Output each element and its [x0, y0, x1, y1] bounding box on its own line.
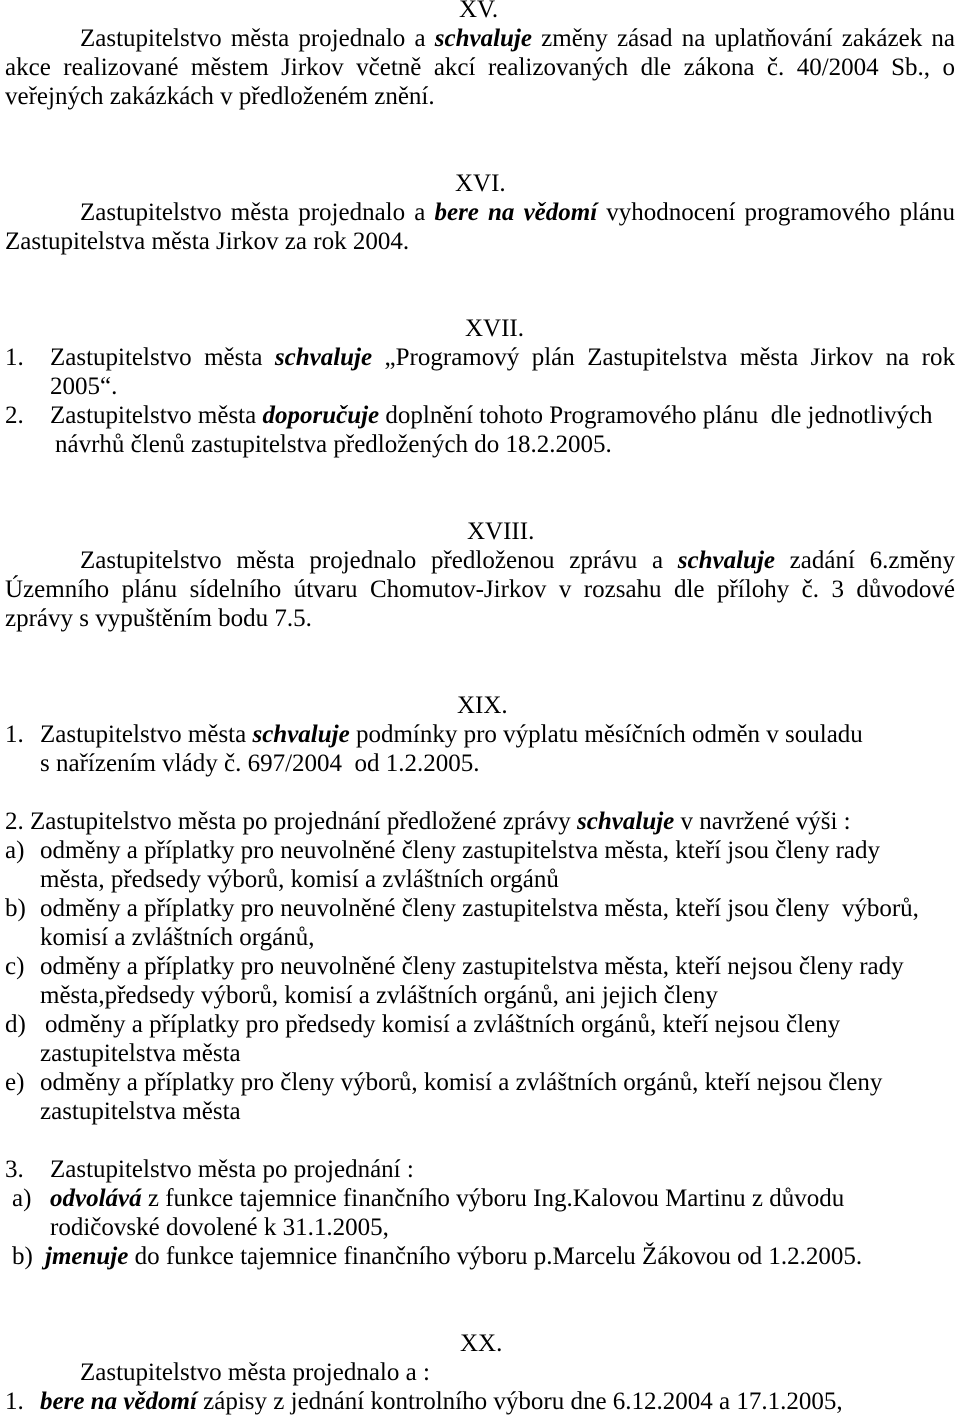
- text-segment: doplnění tohoto Programového plánu dle jednotlivých: [379, 402, 933, 429]
- resolution-verb: schvaluje: [434, 25, 532, 52]
- resolution-verb: schvaluje: [677, 547, 775, 574]
- resolution-verb: schvaluje: [252, 721, 350, 748]
- resolution-verb: bere na vědomí: [40, 1388, 197, 1415]
- resolution-xix-item-1-line-1: [40, 720, 863, 749]
- resolution-xvi-heading: XVI.: [455, 170, 506, 197]
- list-marker: 2.: [5, 808, 24, 835]
- resolution-xvii-item-2-line-2: návrhů členů zastupitelstva předložených do 18.2.2005.: [55, 431, 612, 458]
- text-segment: do funkce tajemnice finančního výboru p.Marcelu Žákovou od 1.2.2005.: [128, 1243, 863, 1270]
- subitem-a-line-2: rodičovské dovolené k 31.1.2005,: [50, 1214, 389, 1241]
- subitem-d-line-1: odměny a příplatky pro předsedy komisí a zvláštních orgánů, kteří nejsou členy: [45, 1011, 841, 1038]
- list-marker: b): [5, 895, 26, 922]
- resolution-xv-line-1: [80, 24, 955, 53]
- subitem-e-line-1: odměny a příplatky pro členy výborů, komisí a zvláštních orgánů, kteří nejsou členy: [40, 1069, 883, 1096]
- resolution-xviii-line-1: [80, 546, 955, 575]
- list-marker: d): [5, 1011, 26, 1038]
- text-segment: Zastupitelstvo města projednalo předloženou zprávu a: [80, 547, 678, 574]
- resolution-xvii-item-1-line-1: [50, 343, 955, 372]
- text-segment: zadání 6.změny: [774, 547, 956, 574]
- text-segment: vyhodnocení programového plánu: [597, 199, 956, 226]
- resolution-xvi-line-2: Zastupitelstva města Jirkov za rok 2004.: [5, 228, 410, 255]
- resolution-verb: doporučuje: [262, 402, 380, 429]
- subitem-c-line-1: odměny a příplatky pro neuvolněné členy zastupitelstva města, kteří nejsou členy rady: [40, 953, 904, 980]
- resolution-xv-line-3: veřejných zakázkách v předloženém znění.: [5, 83, 435, 110]
- list-marker: 3.: [5, 1156, 24, 1183]
- resolution-xvii-item-2-line-1: [50, 401, 933, 430]
- resolution-xvii-item-1-line-2: 2005“.: [50, 373, 118, 400]
- subitem-b-line-1: odměny a příplatky pro neuvolněné členy zastupitelstva města, kteří jsou členy výborů,: [40, 895, 919, 922]
- text-segment: Zastupitelstvo města po projednání předložené zprávy: [30, 808, 578, 835]
- list-marker: 1.: [5, 721, 24, 748]
- text-segment: z funkce tajemnice finančního výboru Ing.Kalovou Martinu z důvodu: [141, 1185, 845, 1212]
- resolution-verb: jmenuje: [45, 1243, 129, 1270]
- resolution-xvi-line-1: [80, 198, 955, 227]
- text-segment: zápisy z jednání kontrolního výboru dne 6.12.2004 a 17.1.2005,: [196, 1388, 843, 1415]
- resolution-xv-line-2: akce realizované městem Jirkov včetně akcí realizovaných dle zákona č. 40/2004 Sb., o: [5, 54, 955, 81]
- resolution-verb: bere na vědomí: [434, 199, 598, 226]
- text-segment: Zastupitelstvo města: [50, 344, 275, 371]
- resolution-xviii-line-2: Územního plánu sídelního útvaru Chomutov-Jirkov v rozsahu dle přílohy č. 3 důvodové: [5, 576, 955, 603]
- resolution-xx-intro: Zastupitelstvo města projednalo a :: [80, 1359, 430, 1386]
- resolution-verb: schvaluje: [274, 344, 373, 371]
- text-segment: Zastupitelstvo města projednalo a: [80, 199, 435, 226]
- resolution-verb: odvolává: [50, 1185, 142, 1212]
- subitem-b-line-1: [45, 1242, 862, 1271]
- resolution-xx-item-1-line-1: [40, 1387, 843, 1416]
- list-marker: b): [12, 1243, 33, 1270]
- text-segment: „Programový plán Zastupitelstva města Jirkov na rok: [372, 344, 955, 371]
- subitem-b-line-2: komisí a zvláštních orgánů,: [40, 924, 315, 951]
- resolution-xviii-heading: XVIII.: [467, 518, 535, 545]
- subitem-a-line-1: odměny a příplatky pro neuvolněné členy zastupitelstva města, kteří jsou členy rady: [40, 837, 881, 864]
- text-segment: Zastupitelstvo města: [50, 402, 263, 429]
- text-segment: změny zásad na uplatňování zakázek na: [531, 25, 955, 52]
- text-segment: Zastupitelstvo města projednalo a: [80, 25, 435, 52]
- text-segment: v navržené výši :: [674, 808, 851, 835]
- subitem-a-line-2: města, předsedy výborů, komisí a zvláštních orgánů: [40, 866, 559, 893]
- subitem-d-line-2: zastupitelstva města: [40, 1040, 241, 1067]
- resolution-xix-heading: XIX.: [457, 692, 508, 719]
- resolution-xix-item-3-line-1: Zastupitelstvo města po projednání :: [50, 1156, 414, 1183]
- text-segment: Zastupitelstvo města: [40, 721, 253, 748]
- list-marker: 1.: [5, 1388, 24, 1415]
- list-marker: 2.: [5, 402, 24, 429]
- subitem-c-line-2: města,předsedy výborů, komisí a zvláštních orgánů, ani jejich členy: [40, 982, 718, 1009]
- resolution-verb: schvaluje: [577, 808, 675, 835]
- resolution-xx-heading: XX.: [460, 1330, 503, 1357]
- list-marker: a): [12, 1185, 32, 1212]
- subitem-a-line-1: [50, 1184, 844, 1213]
- list-marker: e): [5, 1069, 25, 1096]
- subitem-e-line-2: zastupitelstva města: [40, 1098, 241, 1125]
- text-segment: podmínky pro výplatu měsíčních odměn v souladu: [349, 721, 863, 748]
- resolution-xviii-line-3: zprávy s vypuštěním bodu 7.5.: [5, 605, 312, 632]
- resolution-xv-heading: XV.: [459, 0, 499, 23]
- resolution-xix-item-1-line-2: s nařízením vlády č. 697/2004 od 1.2.2005.: [40, 750, 480, 777]
- list-marker: a): [5, 837, 25, 864]
- resolution-xix-item-2-line-1: [30, 807, 851, 836]
- list-marker: 1.: [5, 344, 24, 371]
- resolution-xvii-heading: XVII.: [465, 315, 525, 342]
- list-marker: c): [5, 953, 25, 980]
